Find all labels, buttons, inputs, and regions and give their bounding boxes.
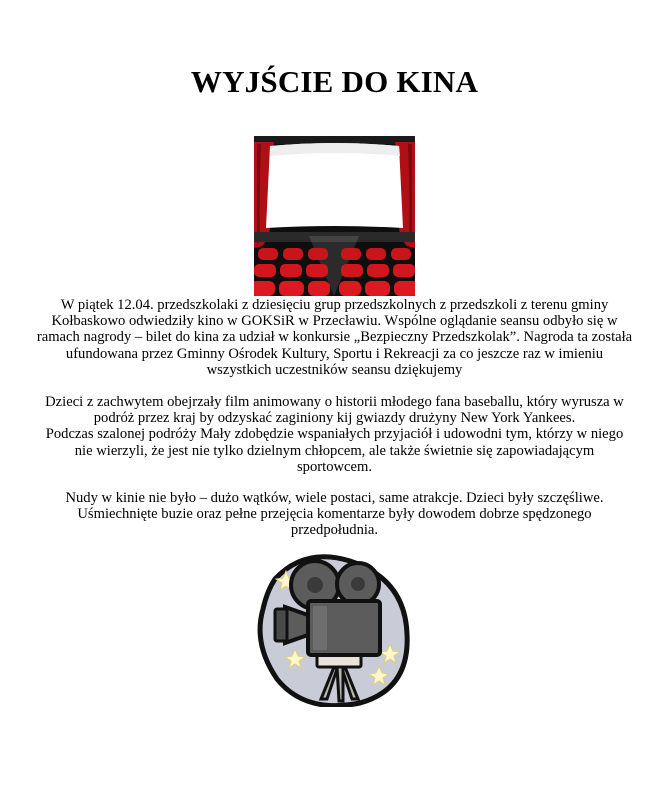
paragraph-film-line-b: Podczas szalonej podróży Mały zdobędzie wspaniałych przyjaciół i udowodni tym, którzy w niego nie wierzyli, że jest nie tylko dzielnym chłopcem, ale także świetnie się zapowiadającym sportowcem. — [45, 426, 624, 475]
paragraph-film — [36, 394, 633, 475]
film-camera-image — [255, 549, 413, 707]
page-title: WYJŚCIE DO KINA — [190, 64, 479, 99]
paragraph-intro: W piątek 12.04. przedszkolaki z dziesięciu grup przedszkolnych z przedszkoli z terenu gminy Kołbaskowo odwiedziły kino w GOKSiR w Przecławiu. Wspólne oglądanie seansu odbyło się w ramach nagrody – bilet do kina za udział w konkursie „Bezpieczny Przedszkolak”. Nagroda ta została ufundowana przez Gminny Ośrodek Kultury, Sportu i Rekreacji za co jeszcze raz w imieniu wszystkich uczestników seansu dziękujemy — [36, 297, 633, 378]
paragraph-summary: Nudy w kinie nie było – dużo wątków, wiele postaci, same atrakcje. Dzieci były szczęśliwe. Uśmiechnięte buzie oraz pełne przejęcia komentarze były dowodem dobrze spędzonego przedpołudnia. — [65, 490, 604, 539]
cinema-image — [254, 136, 415, 296]
paragraph-film-line-a: Dzieci z zachwytem obejrzały film animowany o historii młodego fana baseballu, który wyrusza w podróż przez kraj by odzyskać zaginiony kij gwiazdy drużyny New York Yankees. — [45, 394, 624, 427]
